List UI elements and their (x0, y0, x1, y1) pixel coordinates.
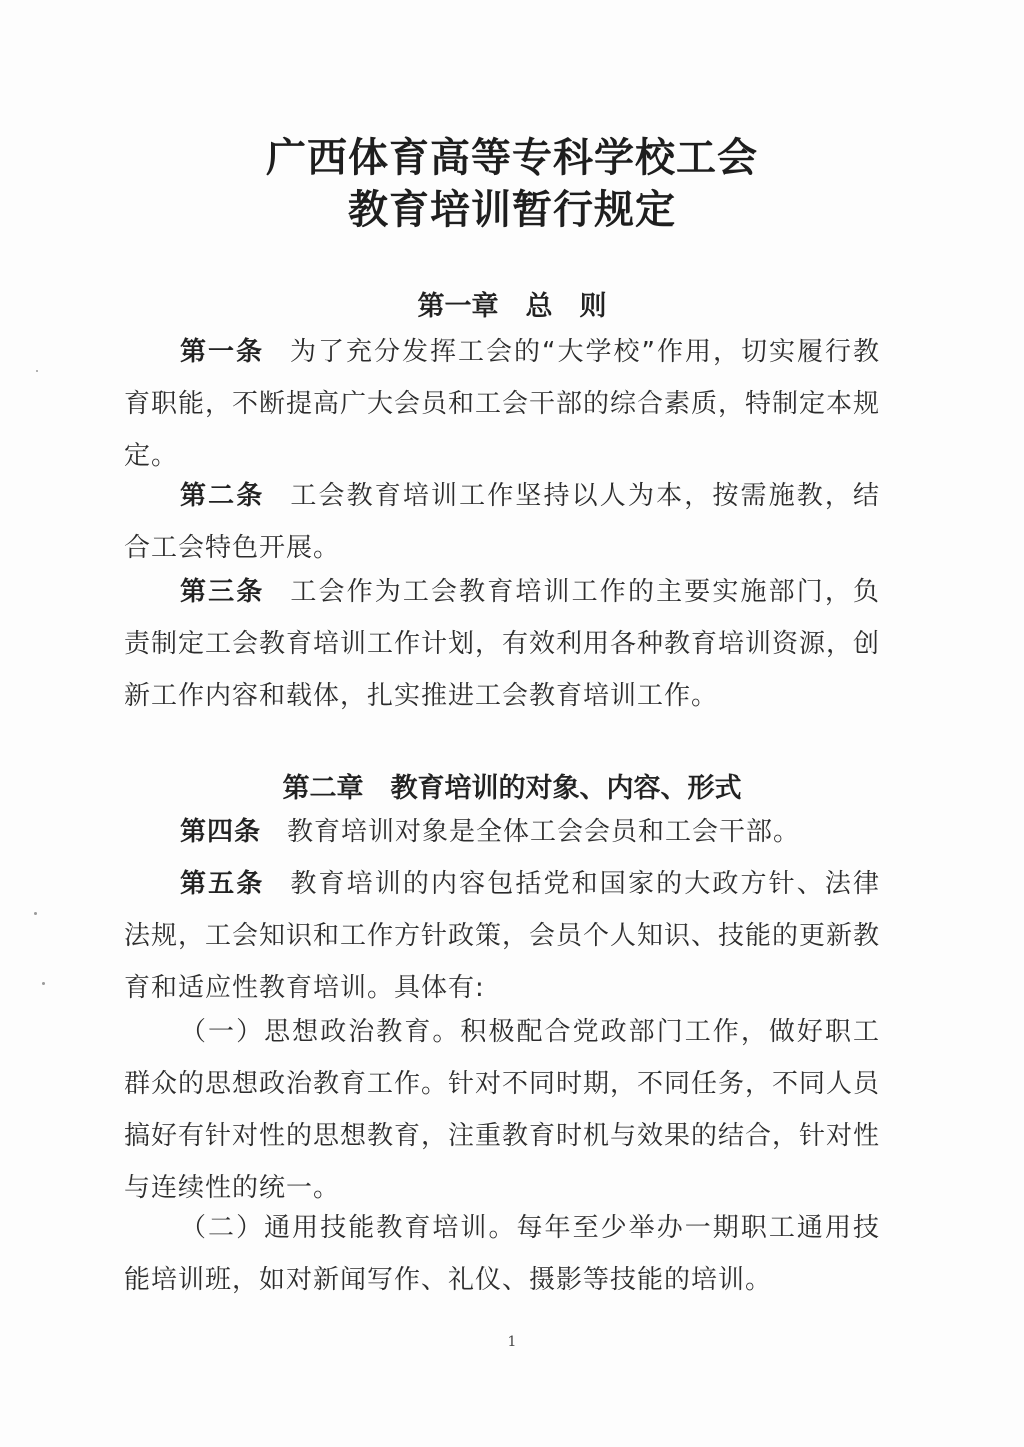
article-label: 第四条 (180, 817, 262, 847)
article-label: 第五条 (180, 869, 265, 899)
article-text: 教育培训对象是全体工会会员和工会干部。 (287, 817, 801, 847)
article-text: 为了充分发挥工会的“大学校”作用，切实履行教育职能，不断提高广大会员和工会干部的综合素质，特制定本规定。 (124, 337, 881, 471)
article-1 (124, 326, 880, 482)
chapter-heading-2: 第二章 教育培训的对象、内容、形式 (282, 773, 742, 804)
chapter-heading-1: 第一章 总 则 (417, 291, 607, 322)
scan-speck (36, 370, 38, 372)
article-5 (124, 858, 880, 1014)
scan-speck (42, 982, 45, 985)
article-2 (124, 470, 880, 574)
list-item-2: （二）通用技能教育培训。每年至少举办一期职工通用技能培训班，如对新闻写作、礼仪、摄影等技能的培训。 (124, 1213, 880, 1295)
article-label: 第一条 (180, 337, 265, 367)
article-4 (124, 806, 880, 858)
article-text: 教育培训的内容包括党和国家的大政方针、法律法规，工会知识和工作方针政策，会员个人知识、技能的更新教育和适应性教育培训。具体有: (124, 869, 881, 1003)
article-text: 工会教育培训工作坚持以人为本，按需施教，结合工会特色开展。 (124, 481, 880, 563)
article-3 (124, 566, 880, 722)
document-title-line1: 广西体育高等专科学校工会 (266, 134, 758, 181)
scan-speck (34, 912, 37, 915)
list-item-1: （一）思想政治教育。积极配合党政部门工作，做好职工群众的思想政治教育工作。针对不同时期，不同任务，不同人员搞好有针对性的思想教育，注重教育时机与效果的结合，针对性与连续性的统一。 (124, 1017, 881, 1203)
page-number: 1 (507, 1334, 517, 1350)
article-label: 第三条 (180, 577, 265, 607)
article-label: 第二条 (180, 481, 265, 511)
article-text: 工会作为工会教育培训工作的主要实施部门，负责制定工会教育培训工作计划，有效利用各种教育培训资源，创新工作内容和载体，扎实推进工会教育培训工作。 (124, 577, 881, 711)
document-title-line2: 教育培训暂行规定 (348, 186, 676, 233)
